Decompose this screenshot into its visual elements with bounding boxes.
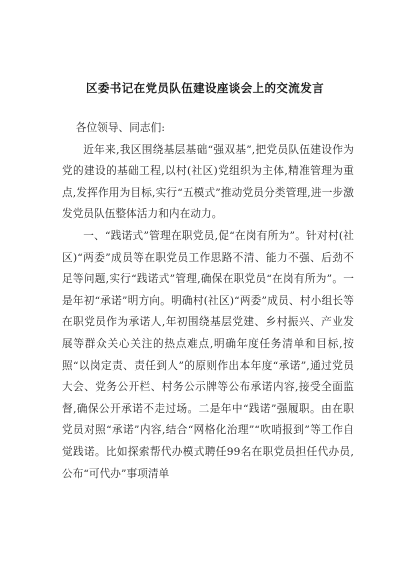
paragraph-section-1: 一、“践诺式”管理在职党员,促“在岗有所为”。针对村(社区)“两委”成员等在职党员工作思路不清、能力不强、后劲不足等问题,实行“践诺式”管理,确保在职党员“在岗有所为”。一是年初“承诺”明方向。明确村(社区)“两委”成员、村小组长等在职党员作为承诺人,年初围绕基层党建、乡村振兴、产业发展等群众关心关注的热点难点,明确年度任务清单和目标,按照“以岗定责、责任到人”的原则作出本年度“承诺”,通过党员大会、党务公开栏、村务公示牌等公布承诺内容,接受全面监督,确保公开承诺不走过场。二是年中“践诺”强履职。由在职党员对照“承诺”内容,结合“网格化治理”“吹哨报到”等工作自觉践诺。比如探索帮代办模式聘任99名在职党员担任代办员,公布“可代办”事项清单 xyxy=(62,229,354,480)
document-title: 区委书记在党员队伍建设座谈会上的交流发言 xyxy=(86,81,324,95)
paragraph-intro: 近年来,我区围绕基层基础“强双基”,把党员队伍建设作为党的建设的基础工程,以村(社区)党组织为主体,精准管理为重点,发挥作用为目标,实行“五模式”推动党员分类管理,进一步激发党员队伍整体活力和内在动力。 xyxy=(62,143,354,221)
document-body xyxy=(62,118,354,485)
salutation: 各位领导、同志们: xyxy=(75,122,165,134)
